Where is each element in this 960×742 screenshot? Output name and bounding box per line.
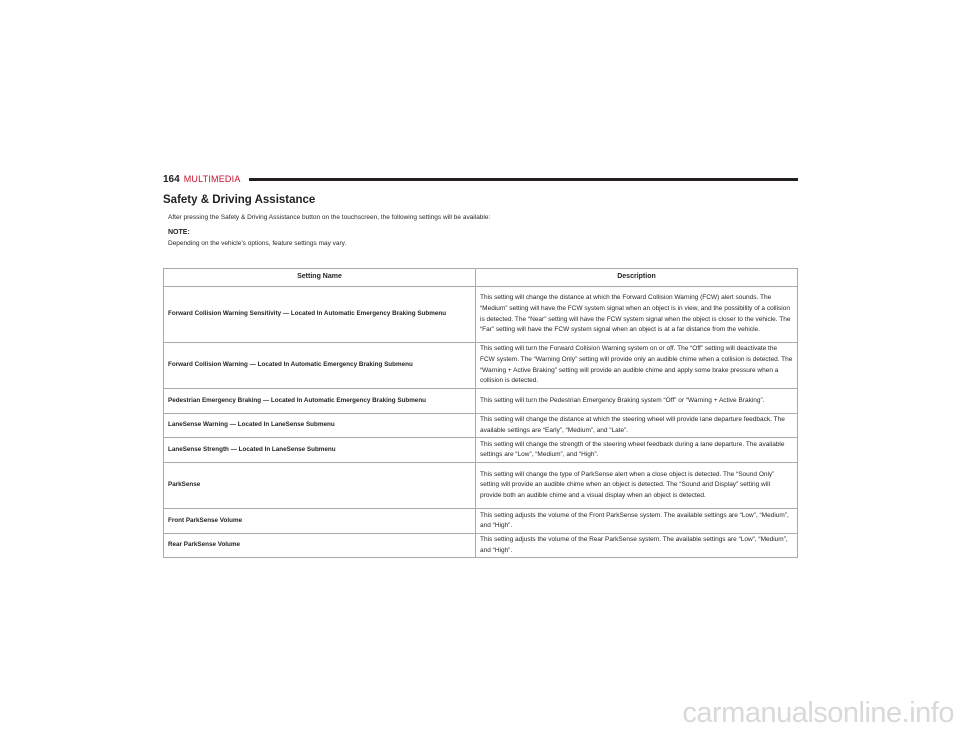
table-row	[164, 287, 798, 343]
table-row	[164, 463, 798, 509]
setting-description-cell: This setting will change the type of ParkSense alert when a close object is detected. The “Sound Only” setting will provide an audible chime when an object is detected. The “Sound and Display” setting will provide both an audible chime and a visual display when an object is detected.	[476, 463, 798, 509]
setting-description-cell: This setting will change the strength of the steering wheel feedback during a lane departure. The available settings are “Low”, “Medium”, and “High”.	[476, 438, 798, 463]
setting-name-cell: LaneSense Warning — Located In LaneSense Submenu	[164, 414, 476, 438]
note-text: Depending on the vehicle’s options, feature settings may vary.	[168, 240, 347, 247]
header-description: Description	[476, 269, 798, 287]
page-number: 164	[163, 173, 180, 185]
note-label: NOTE:	[168, 229, 190, 236]
setting-name-cell: LaneSense Strength — Located In LaneSense Submenu	[164, 438, 476, 463]
setting-description-cell: This setting will turn the Pedestrian Emergency Braking system “Off” or “Warning + Active Braking”.	[476, 389, 798, 414]
setting-description-cell: This setting adjusts the volume of the Front ParkSense system. The available settings are “Low”, “Medium”, and “High”.	[476, 509, 798, 534]
intro-text: After pressing the Safety & Driving Assistance button on the touchscreen, the following settings will be available:	[168, 214, 491, 221]
section-title: Safety & Driving Assistance	[163, 194, 316, 206]
table-row	[164, 534, 798, 558]
setting-description-cell: This setting will turn the Forward Collision Warning system on or off. The “Off” setting will deactivate the FCW system. The “Warning Only” setting will provide only an audible chime when a collision is detected. The “Warning + Active Braking” setting will provide an audible chime and apply some brake pressure when a collision is detected.	[476, 343, 798, 389]
table-row	[164, 438, 798, 463]
header-setting-name: Setting Name	[164, 269, 476, 287]
setting-name-cell: Forward Collision Warning — Located In Automatic Emergency Braking Submenu	[164, 343, 476, 389]
setting-name-cell: Pedestrian Emergency Braking — Located In Automatic Emergency Braking Submenu	[164, 389, 476, 414]
table-row	[164, 343, 798, 389]
setting-name-cell: Front ParkSense Volume	[164, 509, 476, 534]
watermark: carmanualsonline.info	[682, 697, 954, 729]
table-row	[164, 389, 798, 414]
setting-description-cell: This setting will change the distance at which the steering wheel will provide lane departure feedback. The available settings are “Early”, “Medium”, and “Late”.	[476, 414, 798, 438]
section-name: MULTIMEDIA	[183, 174, 241, 184]
table-row	[164, 414, 798, 438]
page-header	[163, 172, 798, 186]
settings-table	[163, 268, 798, 558]
table-row	[164, 509, 798, 534]
setting-description-cell: This setting adjusts the volume of the Rear ParkSense system. The available settings are “Low”, “Medium”, and “High”.	[476, 534, 798, 558]
header-rule	[249, 178, 798, 181]
setting-name-cell: ParkSense	[164, 463, 476, 509]
setting-name-cell: Rear ParkSense Volume	[164, 534, 476, 558]
table-header-row	[164, 269, 798, 287]
setting-name-cell: Forward Collision Warning Sensitivity — Located In Automatic Emergency Braking Submenu	[164, 287, 476, 343]
setting-description-cell: This setting will change the distance at which the Forward Collision Warning (FCW) alert sounds. The “Medium” setting will have the FCW system signal when an object is in view, and the possibility of a collision is detected. The “Near” setting will have the FCW system signal when the object is closer to the vehicle. The “Far” setting will have the FCW system signal when an object is at a far distance from the vehicle.	[476, 287, 798, 343]
